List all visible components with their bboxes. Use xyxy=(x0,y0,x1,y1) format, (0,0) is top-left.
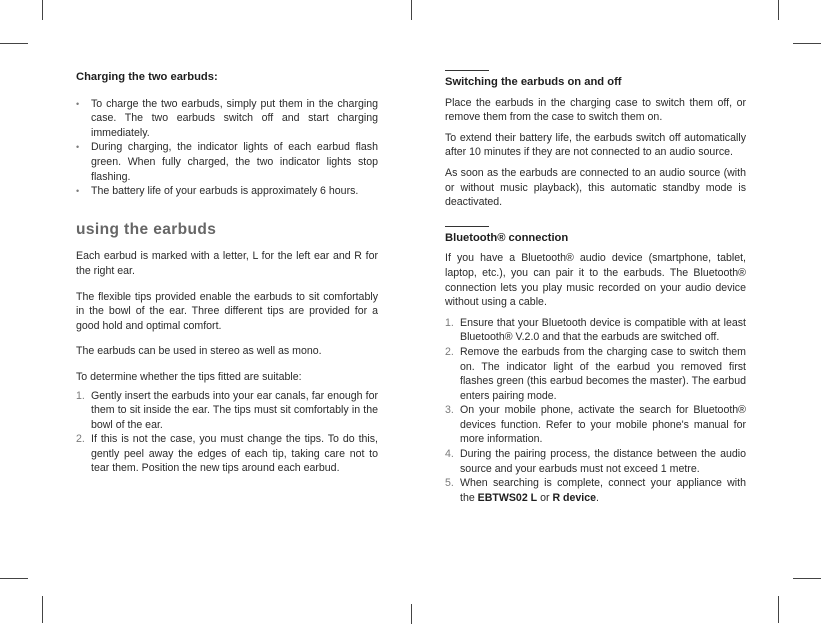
crop-mark xyxy=(793,578,821,579)
paragraph: Each earbud is marked with a letter, L for the left ear and R for the right ear. xyxy=(76,250,378,277)
step-number: 1. xyxy=(76,389,85,402)
step-number: 3. xyxy=(445,404,454,417)
paragraph: As soon as the earbuds are connected to an audio source (with or without music playback), this automatic standby mode is deactivated. xyxy=(445,166,746,209)
device-name: R device xyxy=(552,491,597,504)
device-name: EBTWS02 L xyxy=(477,491,538,504)
step-number: 2. xyxy=(445,345,454,358)
list-item: • The battery life of your earbuds is approximately 6 hours. xyxy=(76,185,359,198)
bullet-icon: • xyxy=(76,98,80,109)
right-column xyxy=(445,70,746,505)
crop-mark xyxy=(411,604,412,624)
bullet-icon: • xyxy=(76,186,80,197)
list-item: 5. When searching is complete, connect your appliance with the EBTWS02 L or R device. xyxy=(445,477,746,504)
step-number: 4. xyxy=(445,448,454,461)
section-rule xyxy=(445,226,489,227)
paragraph: To extend their battery life, the earbuds switch off automatically after 10 minutes if they are not connected to an audio source. xyxy=(445,131,746,159)
paragraph: The earbuds can be used in stereo as well as mono. xyxy=(76,345,322,358)
crop-mark xyxy=(0,43,28,44)
crop-mark xyxy=(778,0,779,20)
tips-steps-list xyxy=(76,389,378,477)
list-item: • During charging, the indicator lights of each earbud flash green. When fully charged, the two indicator lights stop flashing. xyxy=(76,141,378,183)
section-title: using the earbuds xyxy=(76,220,217,238)
charging-heading: Charging the two earbuds: xyxy=(76,71,218,83)
crop-mark xyxy=(42,596,43,623)
list-item: 1. Gently insert the earbuds into your ear canals, far enough for them to sit inside the ear. The tips must sit comfortably in the bowl of the ear. xyxy=(76,389,378,431)
bluetooth-steps-list xyxy=(445,316,746,506)
list-item: 1. Ensure that your Bluetooth device is compatible with at least Bluetooth® V.2.0 and that the earbuds are switched off. xyxy=(445,316,746,344)
list-item: 2. Remove the earbuds from the charging case to switch them on. The indicator light of the earbud you removed first flashes green (this earbud becomes the master). The earbud enters pairing mode. xyxy=(445,345,746,402)
step-number: 1. xyxy=(445,316,454,329)
step-number: 2. xyxy=(76,433,85,446)
bullet-icon: • xyxy=(76,142,80,153)
step-number: 5. xyxy=(445,477,454,490)
bluetooth-heading: Bluetooth® connection xyxy=(445,231,569,244)
crop-mark xyxy=(42,0,43,20)
list-item: 4. During the pairing process, the distance between the audio source and your earbuds must not exceed 1 metre. xyxy=(445,448,746,475)
crop-mark xyxy=(411,0,412,20)
paragraph: If you have a Bluetooth® audio device (smartphone, tablet, laptop, etc.), you can pair it to the earbuds. The Bluetooth® connection lets you play music recorded on your audio device without using a cable. xyxy=(445,252,746,309)
list-item: • To charge the two earbuds, simply put them in the charging case. The two earbuds switch off and start charging immediately. xyxy=(76,97,378,139)
crop-mark xyxy=(793,43,821,44)
list-item: 2. If this is not the case, you must change the tips. To do this, gently peel away the edges of each tip, taking care not to tear them. Position the new tips around each earbud. xyxy=(76,433,378,475)
list-item: 3. On your mobile phone, activate the search for Bluetooth® devices function. Refer to your mobile phone's manual for more information. xyxy=(445,404,746,446)
crop-mark xyxy=(778,596,779,623)
switch-heading: Switching the earbuds on and off xyxy=(445,76,622,88)
paragraph: To determine whether the tips fitted are suitable: xyxy=(76,370,302,383)
paragraph: Place the earbuds in the charging case to switch them off, or remove them from the case to switch them on. xyxy=(445,96,746,124)
charging-bullet-list xyxy=(76,97,378,199)
section-rule xyxy=(445,70,489,71)
paragraph: The flexible tips provided enable the earbuds to sit comfortably in the bowl of the ear. Three different tips are provided for a good hold and optimal comfort. xyxy=(76,290,378,332)
crop-mark xyxy=(0,578,28,579)
left-column xyxy=(76,70,378,476)
